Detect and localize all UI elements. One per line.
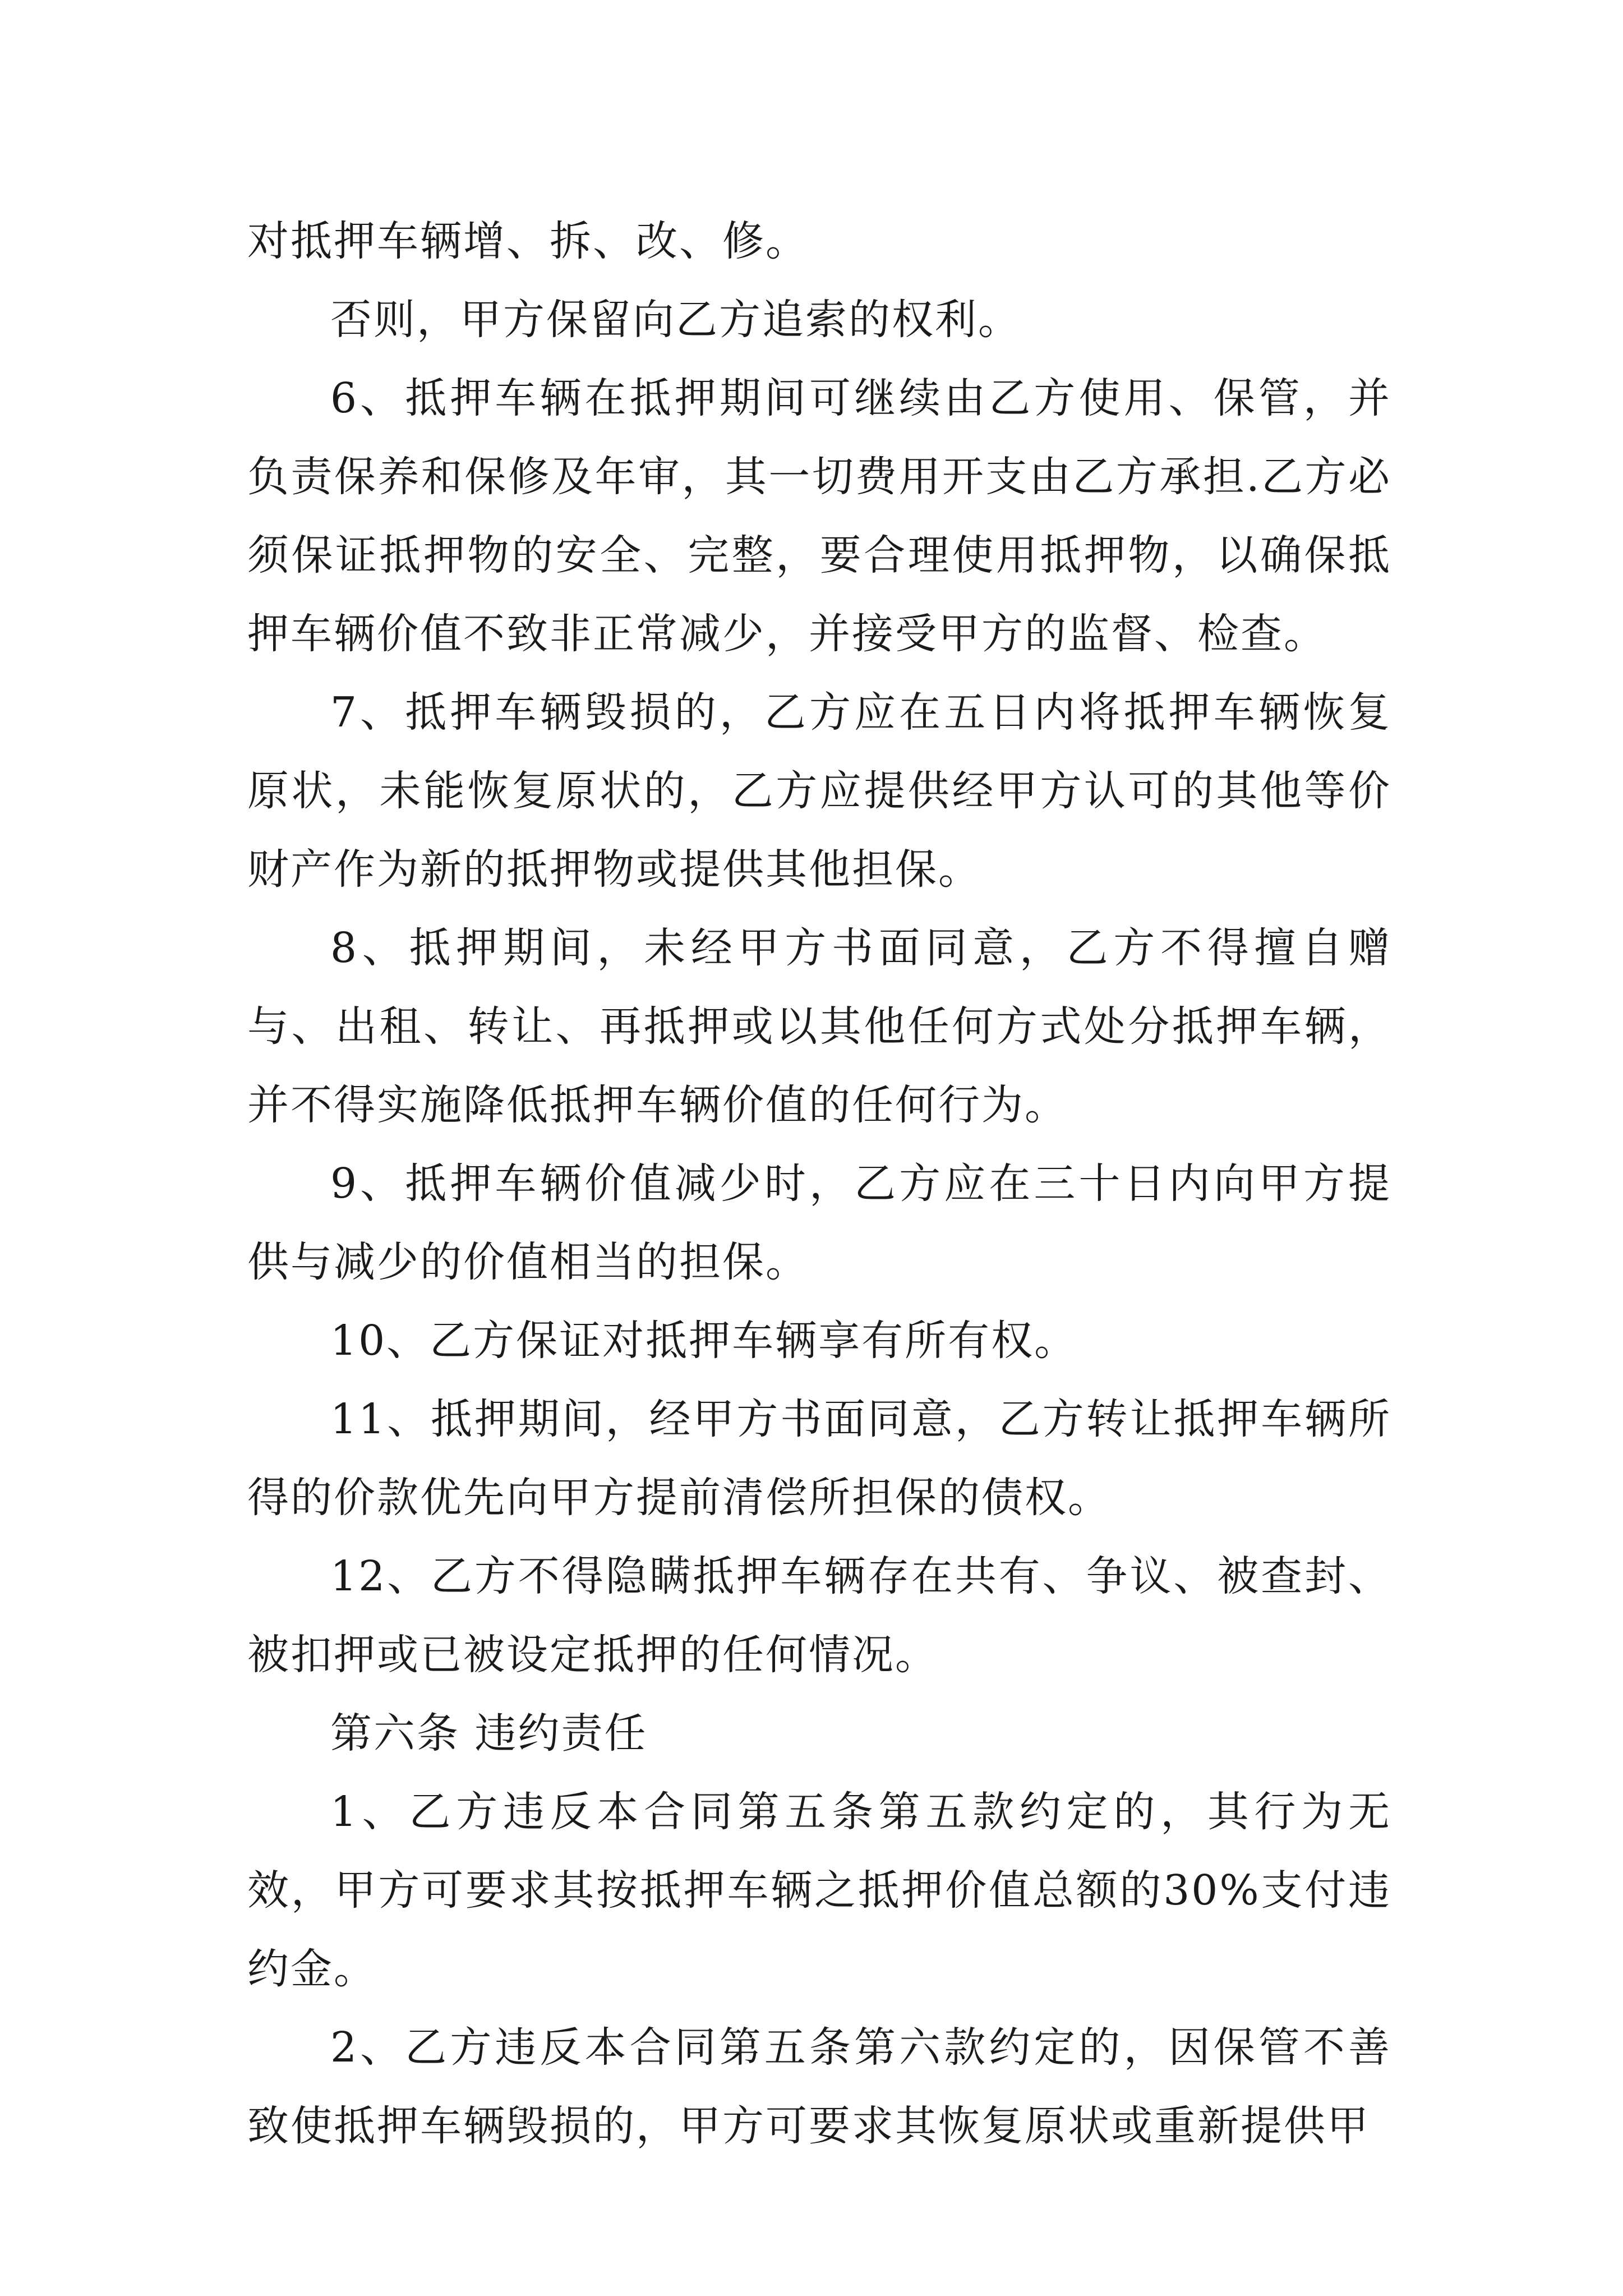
paragraph-clause-6: 6、抵押车辆在抵押期间可继续由乙方使用、保管，并负责保养和保修及年审，其一切费用开支由乙方承担.乙方必须保证抵押物的安全、完整，要合理使用抵押物，以确保抵押车辆价值不致非正常减少，并接受甲方的监督、检查。 bbox=[247, 374, 1391, 658]
paragraph-continuation: 对抵押车辆增、拆、改、修。 bbox=[247, 217, 809, 265]
section-heading-article-6: 第六条 违约责任 bbox=[330, 1709, 648, 1757]
paragraph-clause-12: 12、乙方不得隐瞒抵押车辆存在共有、争议、被查封、被扣押或已被设定抵押的任何情况。 bbox=[247, 1552, 1391, 1679]
paragraph-clause-8: 8、抵押期间，未经甲方书面同意，乙方不得擅自赠与、出租、转让、再抵押或以其他任何方式处分抵押车辆，并不得实施降低抵押车辆价值的任何行为。 bbox=[247, 924, 1391, 1129]
paragraph-liability-2: 2、乙方违反本合同第五条第六款约定的，因保管不善致使抵押车辆毁损的，甲方可要求其恢复原状或重新提供甲 bbox=[247, 2023, 1391, 2150]
document-body bbox=[247, 202, 1391, 2165]
paragraph-clause-9: 9、抵押车辆价值减少时，乙方应在三十日内向甲方提供与减少的价值相当的担保。 bbox=[247, 1159, 1391, 1286]
paragraph-reservation: 否则，甲方保留向乙方追索的权利。 bbox=[330, 296, 1021, 344]
paragraph-clause-7: 7、抵押车辆毁损的，乙方应在五日内将抵押车辆恢复原状，未能恢复原状的，乙方应提供经甲方认可的其他等价财产作为新的抵押物或提供其他担保。 bbox=[247, 688, 1391, 894]
paragraph-clause-10: 10、乙方保证对抵押车辆享有所有权。 bbox=[330, 1317, 1078, 1365]
paragraph-clause-11: 11、抵押期间，经甲方书面同意，乙方转让抵押车辆所得的价款优先向甲方提前清偿所担保的债权。 bbox=[247, 1395, 1391, 1522]
paragraph-liability-1: 1、乙方违反本合同第五条第五款约定的，其行为无效，甲方可要求其按抵押车辆之抵押价值总额的30%支付违约金。 bbox=[247, 1788, 1391, 1993]
